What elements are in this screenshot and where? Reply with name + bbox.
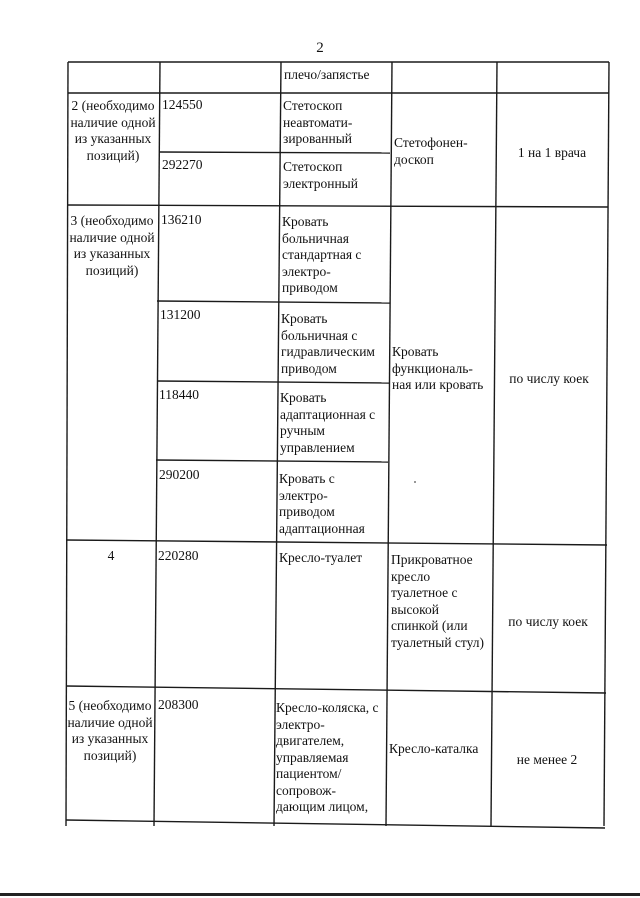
row-4-code: 220280 — [158, 548, 199, 563]
row-2-quantity: 1 на 1 врача — [517, 145, 587, 160]
row-5-quantity: не менее 2 — [516, 752, 578, 767]
row-4-equipment: Прикроватное кресло туалетное с высокой спинкой (или туалетный стул) — [391, 552, 485, 650]
row-3-equipment: Кровать функциональ-ная или кровать — [392, 344, 484, 392]
page-number: 2 — [316, 40, 324, 56]
row-3-name-3: Кровать адаптационная с ручным управлением — [280, 390, 376, 455]
row-2-name-1: Стетоскоп неавтомати-зированный — [283, 98, 353, 146]
row-5-equipment: Кресло-каталка — [389, 741, 479, 756]
row-5-code: 208300 — [158, 697, 199, 712]
row-3-name-4: Кровать с электро-приводом адаптационная — [279, 471, 365, 536]
row-3-name-1: Кровать больничная стандартная с электро-приводом — [282, 214, 362, 295]
row-3-quantity: по числу коек — [509, 371, 589, 386]
row-2-code-1: 124550 — [162, 97, 203, 112]
row-3-code-4: 290200 — [159, 467, 200, 482]
scan-bottom-edge — [0, 893, 640, 896]
row-3-code-3: 118440 — [159, 387, 199, 402]
row-5-name: Кресло-коляска, с электро-двигателем, управляемая пациентом/ сопровож-дающим лицом, — [276, 700, 379, 814]
scan-speck — [414, 481, 416, 483]
row-5-number: 5 (необходимо наличие одной из указанных позиций) — [67, 698, 153, 763]
row-3-code-2: 131200 — [160, 307, 201, 322]
row-4-name: Кресло-туалет — [279, 550, 363, 565]
row-4-quantity: по числу коек — [508, 614, 588, 629]
row-3-number: 3 (необходимо наличие одной из указанных позиций) — [69, 213, 155, 278]
row-continued-name: плечо/запястье — [284, 67, 370, 82]
row-2-equipment: Стетофонен-доскоп — [394, 135, 468, 167]
row-2-name-2: Стетоскоп электронный — [283, 159, 358, 191]
row-3-name-2: Кровать больничная с гидравлическим приводом — [281, 311, 375, 376]
row-4-number: 4 — [107, 548, 115, 563]
row-2-code-2: 292270 — [162, 157, 203, 172]
row-2-number: 2 (необходимо наличие одной из указанных позиций) — [70, 98, 156, 163]
row-3-code-1: 136210 — [161, 212, 202, 227]
